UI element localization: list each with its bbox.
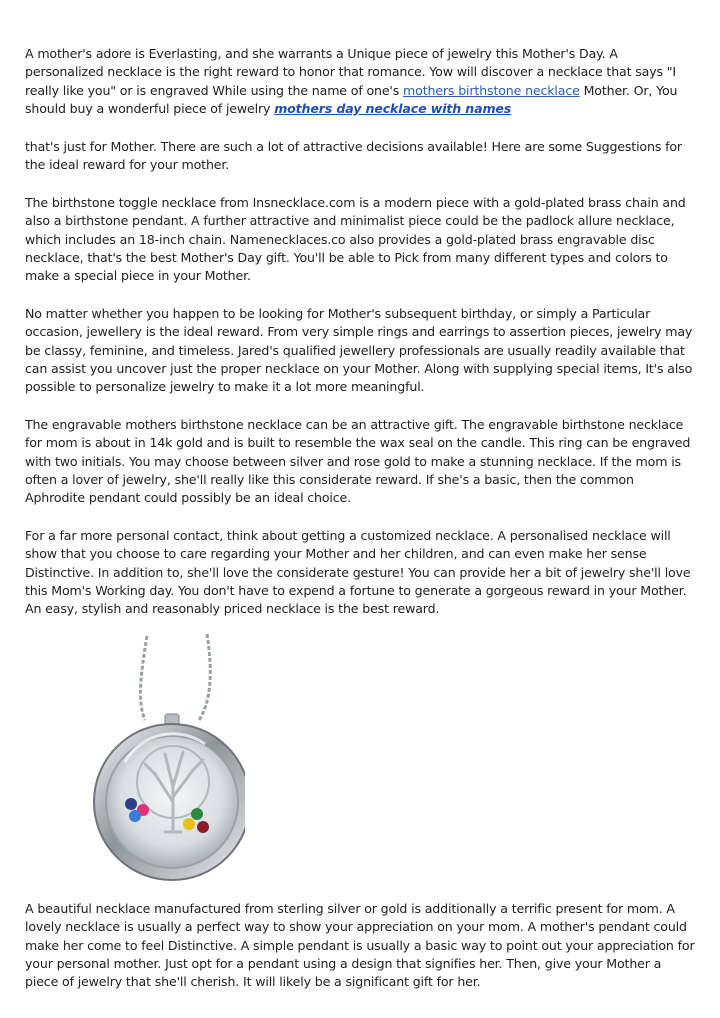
paragraph-6: For a far more personal contact, think about getting a customized necklace. A personalised necklace will show that you choose to care regarding your Mother and her children, and can even make her sense Distinctive. In addition to, she'll love the considerate gesture! You can provide her a bit of jewelry she'll love this Mom's Working day. You don't have to expend a fortune to generate a gorgeous reward in your Mother. An easy, stylish and reasonably priced necklace is the best reward. (25, 528, 691, 617)
paragraph-intro (25, 45, 697, 118)
paragraph-intro-text-b: Mother. Or, You should buy a wonderful piece of jewelry (25, 82, 678, 116)
locket-necklace-image (85, 632, 245, 882)
locket-necklace-icon (85, 632, 245, 882)
paragraph-5: The engravable mothers birthstone necklace can be an attractive gift. The engravable birthstone necklace for mom is about in 14k gold and is built to resemble the wax seal on the candle. This ring can be engraved with two initials. You may choose between silver and rose gold to make a stunning necklace. If the mom is often a lover of jewelry, she'll really like this considerate reward. If she's a basic, then the common Aphrodite pendant could possibly be an ideal choice. (25, 417, 691, 506)
paragraph-3: The birthstone toggle necklace from Insnecklace.com is a modern piece with a gold-plated brass chain and also a birthstone pendant. A further attractive and minimalist piece could be the padlock allure necklace, which includes an 18-inch chain. Namenecklaces.co also provides a gold-plated brass engravable disc necklace, that's the best Mother's Day gift. You'll be able to Pick from many different types and colors to make a special piece in your Mother. (25, 195, 686, 284)
link-mothers-birthstone-necklace[interactable]: mothers birthstone necklace (403, 82, 580, 98)
paragraph-7: A beautiful necklace manufactured from sterling silver or gold is additionally a terrific present for mom. A lovely necklace is usually a perfect way to show your appreciation on your mom. A mother's pendant could make her come to feel Distinctive. A simple pendant is usually a basic way to point out your appreciation for your personal mother. Just opt for a pendant using a design that signifies her. Then, give your Mother a piece of jewelry that she'll cherish. It will likely be a significant gift for her. (25, 901, 695, 990)
paragraph-intro-text-a: A mother's adore is Everlasting, and she warrants a Unique piece of jewelry this Mother's Day. A personalized necklace is the right reward to honor that romance. Yow will discover a necklace that says "I really like you" or is engraved While using the name of one's (25, 46, 676, 98)
paragraph-2: that's just for Mother. There are such a lot of attractive decisions available! Here are some Suggestions for the ideal reward for your mother. (25, 139, 682, 173)
link-mothers-day-necklace-with-names[interactable]: mothers day necklace with names (274, 100, 512, 116)
paragraph-4: No matter whether you happen to be looking for Mother's subsequent birthday, or simply a Particular occasion, jewellery is the ideal reward. From very simple rings and earrings to assertion pieces, jewelry may be classy, feminine, and timeless. Jared's qualified jewellery professionals are usually readily available that can assist you uncover just the proper necklace on your Mother. Along with supplying special items, It's also possible to personalize jewelry to make it a lot more meaningful. (25, 306, 693, 395)
